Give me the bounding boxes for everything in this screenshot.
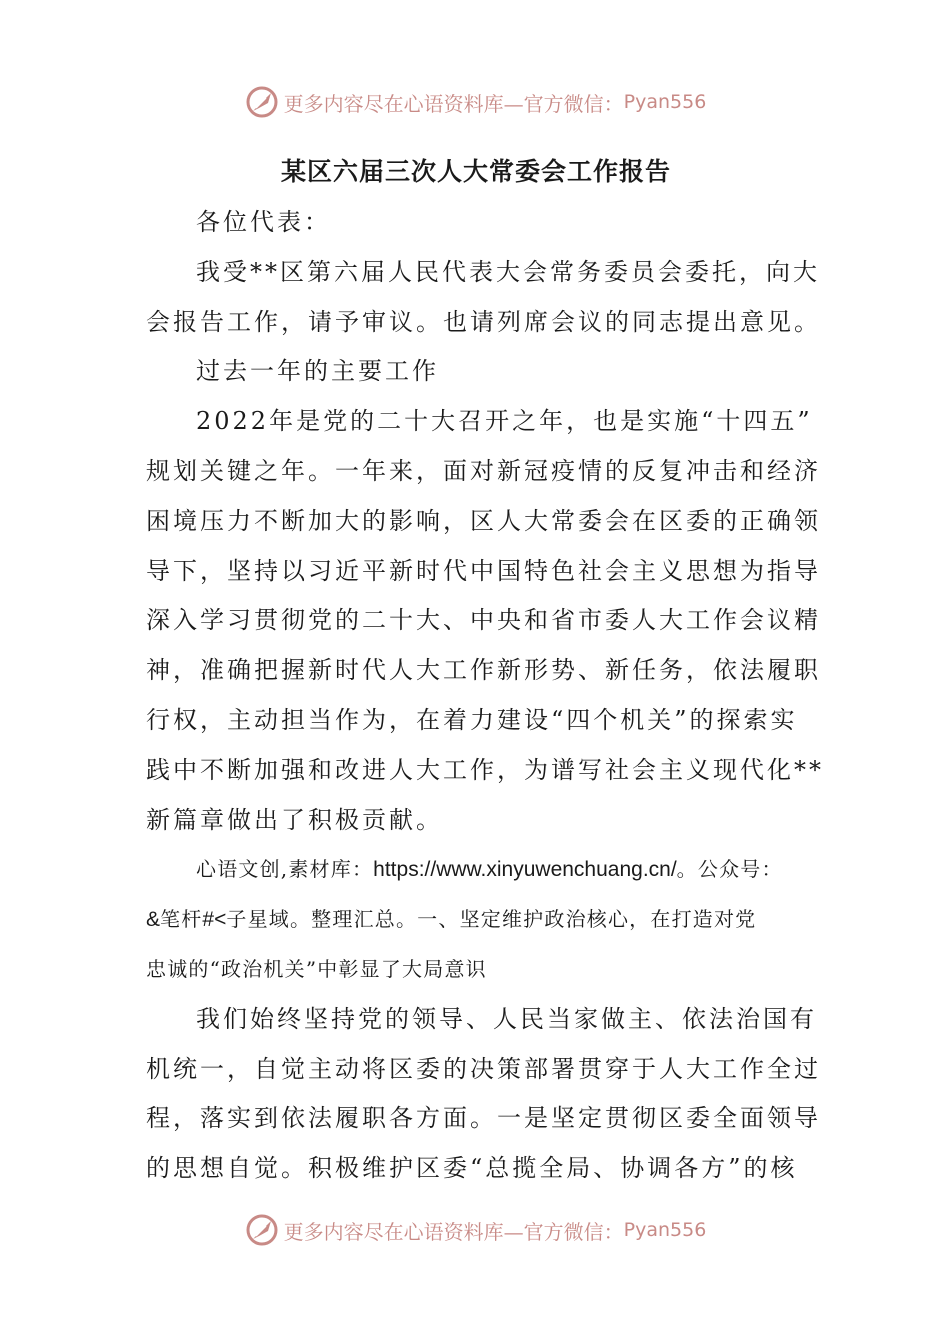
document-title: 某区六届三次人大常委会工作报告 (280, 157, 671, 186)
paragraph-line: 机统一，自觉主动将区委的决策部署贯穿于人大工作全过 (146, 1054, 821, 1083)
source-note-suffix: 。公众号： (676, 857, 783, 882)
paragraph-line: 我们始终坚持党的领导、人民当家做主、依法治国有 (196, 1004, 817, 1033)
paragraph-line: 程，落实到依法履职各方面。一是坚定贯彻区委全面领导 (146, 1104, 821, 1133)
watermark-banner-bottom (0, 1208, 950, 1252)
paragraph-line: 新篇章做出了积极贡献。 (146, 805, 443, 834)
paragraph-line: 践中不断加强和改进人大工作，为谱写社会主义现代化** (146, 755, 824, 784)
paragraph-line: 各位代表： (196, 208, 331, 236)
watermark-wechat-id: Pyan556 (623, 1219, 707, 1241)
source-note-line (146, 895, 806, 945)
paragraph-line: 行权，主动担当作为，在着力建设“四个机关”的探索实 (146, 705, 798, 734)
watermark-wechat-id: Pyan556 (623, 91, 707, 113)
paragraph-line: 神，准确把握新时代人大工作新形势、新任务，依法履职 (146, 656, 821, 685)
watermark-banner-top (0, 80, 950, 124)
paragraph-line: 2022年是党的二十大召开之年，也是实施“十四五” (196, 407, 813, 436)
watermark-text: 更多内容尽在心语资料库—官方微信： (283, 1219, 624, 1244)
paragraph-line: 规划关键之年。一年来，面对新冠疫情的反复冲击和经济 (146, 456, 821, 485)
source-url-link[interactable]: https://www.xinyuwenchuang.cn/ (373, 858, 677, 882)
quill-logo-icon (244, 84, 280, 120)
watermark-text: 更多内容尽在心语资料库—官方微信： (283, 91, 624, 116)
paragraph-line: 会报告工作，请予审议。也请列席会议的同志提出意见。 (146, 307, 821, 336)
source-note-text: 子星域。整理汇总。一、坚定维护政治核心，在打造对党 (226, 907, 757, 932)
paragraph-line: 我受**区第六届人民代表大会常务委员会委托，向大 (196, 257, 820, 286)
quill-logo-icon (244, 1212, 280, 1248)
section-heading: 过去一年的主要工作 (196, 357, 439, 386)
document-body (146, 148, 824, 1194)
source-note-symbol: #< (202, 908, 227, 932)
paragraph-line: 深入学习贯彻党的二十大、中央和省市委人大工作会议精 (146, 606, 821, 635)
source-note-text: 笔杆 (160, 907, 203, 932)
paragraph-line: 的思想自觉。积极维护区委“总揽全局、协调各方”的核 (146, 1154, 798, 1183)
paragraph-line: 导下，坚持以习近平新时代中国特色社会主义思想为指导 (146, 556, 821, 585)
source-note-prefix: 心语文创,素材库： (196, 857, 374, 882)
source-note-line (146, 845, 806, 895)
paragraph-line: 困境压力不断加大的影响，区人大常委会在区委的正确领 (146, 506, 821, 535)
source-note-symbol: & (146, 908, 161, 932)
section-heading: 忠诚的“政治机关”中彰显了大局意识 (146, 956, 487, 981)
